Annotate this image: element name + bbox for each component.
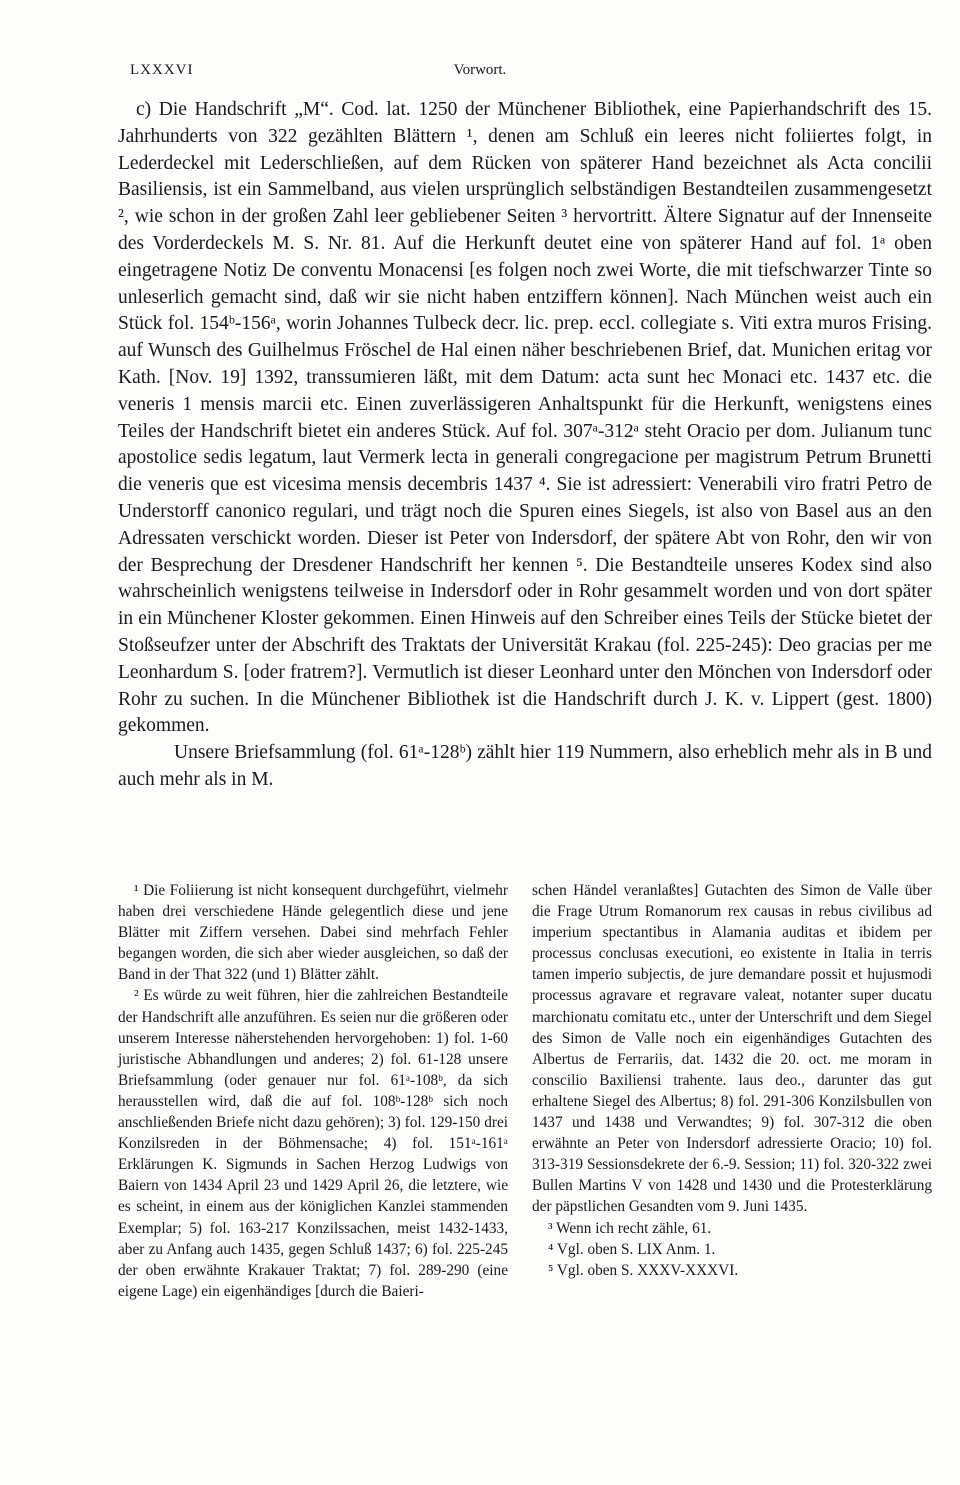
footnote-5: ⁵ Vgl. oben S. XXXV-XXXVI.	[548, 1261, 739, 1279]
footnote-2: ² Es würde zu weit führen, hier die zahlreichen Bestandteile der Handschrift alle anzuführen. Es seien nur die größeren oder unserem Interesse näherstehenden hervorgehoben: 1) fol. 1-60 juristische Abhandlungen und anderes; 2) fol. 61-128 unsere Briefsammlung (oder genauer nur fol. 61ᵃ-108ᵇ, da sich herausstellen wird, daß die auf fol. 108ᵇ-128ᵇ sich noch anschließenden Briefe nicht dazu gehören); 3) fol. 129-150 drei Konzilsreden in der Böhmensache; 4) fol. 151ᵃ-161ᵃ Erklärungen K. Sigmunds in Sachen Herzog Ludwigs von Baiern von 1434 April 23 und 1429 April 26, die letztere, wie es scheint, in einem aus der königlichen Kanzlei stammenden Exemplar; 5) fol. 163-217 Konzilssachen, meist 1432-1433, aber zu Anfang auch 1435, gegen Schluß 1437; 6) fol. 225-245 der oben erwähnte Krakauer Traktat; 7) fol. 289-290 (eine eigene Lage) ein eigenhändiges [durch die Baieri-	[118, 987, 508, 1300]
footnotes-right-column	[532, 880, 932, 1281]
footnote-3: ³ Wenn ich recht zähle, 61.	[548, 1219, 712, 1237]
main-text	[118, 97, 932, 794]
footnotes-left-column	[118, 880, 508, 1302]
running-title: Vorwort.	[453, 62, 507, 78]
paragraph-briefsammlung: Unsere Briefsammlung (fol. 61ᵃ-128ᵇ) zählt hier 119 Nummern, also erheblich mehr als in B und auch mehr als in M.	[118, 742, 932, 790]
footnote-2-continued: schen Händel veranlaßtes] Gutachten des Simon de Valle über die Frage Utrum Romanorum rex causas in rebus civilibus ad imperium spectantibus in Alamania auditas et ibidem per processus conclusas executioni, eo existente in Italia in terris tamen imperio subjectis, de jure demandare possit et hujusmodi processus agravare et regravare valeat, notanter super ducatu marchionatu comitatu etc., unter der Unterschrift und dem Siegel des Simon de Valle noch ein eigenhändiges Gutachten des Albertus de Ferrariis, dat. 1432 die 20. oct. me moram in conscilio Baxiliensi trahente. laus deo., darunter das gut erhaltene Siegel des Albertus; 8) fol. 291-306 Konzilsbullen von 1437 und 1438 und Verwandtes; 9) fol. 307-312 die oben erwähnte an Peter von Indersdorf adressierte Oracio; 10) fol. 313-319 Sessionsdekrete der 6.-9. Session; 11) fol. 320-322 zwei Bullen Martins V von 1428 und 1430 und die Protesterklärung der päpstlichen Gesandten vom 9. Juni 1435.	[532, 882, 932, 1216]
footnote-1: ¹ Die Foliierung ist nicht konsequent durchgeführt, vielmehr haben drei verschiedene Hände gelegentlich diese und jene Blätter mit Ziffern versehen. Dabei sind mehrfach Fehler begangen worden, die sich aber wieder ausgleichen, so daß der Band in der That 322 (und 1) Blätter zählt.	[118, 882, 508, 984]
footnote-4: ⁴ Vgl. oben S. LIX Anm. 1.	[548, 1240, 716, 1258]
paragraph-handschrift-m: c) Die Handschrift „M“. Cod. lat. 1250 der Münchener Bibliothek, eine Papierhandschrift des 15. Jahrhunderts von 322 gezählten Blättern ¹, denen am Schluß ein leeres nicht foliiertes folgt, in Lederdeckel mit Lederschließen, auf dem Rücken von späterer Hand bezeichnet als Acta concilii Basiliensis, ist ein Sammelband, aus vielen ursprünglich selbständigen Bestandteilen zusammengesetzt ², wie schon in der großen Zahl leer gebliebener Seiten ³ hervortritt. Ältere Signatur auf der Innenseite des Vorderdeckels M. S. Nr. 81. Auf die Herkunft deutet eine von späterer Hand auf fol. 1ᵃ oben eingetragene Notiz De conventu Monacensi [es folgen noch zwei Worte, die mit tiefschwarzer Tinte so unleserlich gemacht sind, daß wir sie nicht haben entziffern können]. Nach München weist auch ein Stück fol. 154ᵇ-156ᵃ, worin Johannes Tulbeck decr. lic. prep. eccl. collegiate s. Viti extra muros Frising. auf Wunsch des Guilhelmus Fröschel de Hal einen näher beschriebenen Brief, dat. Munichen eritag vor Kath. [Nov. 19] 1392, transsumieren läßt, mit dem Datum: acta sunt hec Monaci etc. 1437 etc. die veneris 1 mensis marcii etc. Einen zuverlässigeren Anhaltspunkt für die Herkunft, wenigstens eines Teiles der Handschrift bietet ein anderes Stück. Auf fol. 307ᵃ-312ᵃ steht Oracio per dom. Julianum tunc apostolice sedis legatum, laut Vermerk lecta in generali congregacione per magistrum Petrum Brunetti die veneris que est vicesima mensis decembris 1437 ⁴. Sie ist adressiert: Venerabili viro fratri Petro de Understorff canonico regulari, und trägt noch die Spuren eines Siegels, ist also von Basel aus an den Adressaten verschickt worden. Dieser ist Peter von Indersdorf, der spätere Abt von Rohr, den wir von der Besprechung der Dresdener Handschrift her kennen ⁵. Die Bestandteile unseres Kodex sind also wahrscheinlich wenigstens teilweise in Indersdorf oder in Rohr gesammelt worden und von dort später in ein Münchener Kloster gekommen. Einen Hinweis auf den Schreiber eines Teils der Stücke bietet der Stoßseufzer unter der Abschrift des Traktats der Universität Krakau (fol. 225-245): Deo gracias per me Leonhardum S. [oder fratrem?]. Vermutlich ist dieser Leonhard unter den Mönchen von Indersdorf oder Rohr zu suchen. In die Münchener Bibliothek ist die Handschrift durch J. K. v. Lippert (gest. 1800) gekommen.	[118, 99, 932, 737]
page-number: LXXXVI	[130, 62, 194, 78]
